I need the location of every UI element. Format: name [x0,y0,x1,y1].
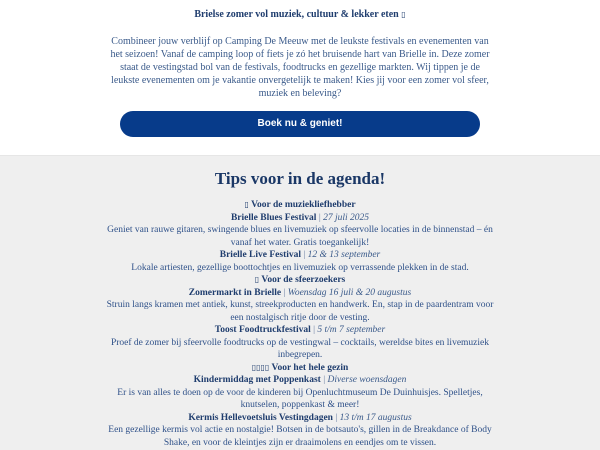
family-emoji-icon: ▯▯▯▯ [251,362,270,372]
event-separator: | [313,325,316,335]
group-title-family [0,362,600,375]
event-name: Toost Foodtruckfestival [214,325,311,335]
event-heading [0,324,600,337]
agenda-title: Tips voor in de agenda! [214,169,386,188]
event-date: Diverse woensdagen [327,375,407,385]
event-separator: | [323,375,326,385]
event-description: Struin langs kramen met antiek, kunst, streekproducten en handwerk. En, stap in de paardentram voor een nostalgisch ritje door de vesting. [106,300,494,323]
event-separator: | [335,412,338,423]
event-name: Brielle Live Festival [219,250,302,260]
event-date: 27 juli 2025 [323,212,370,223]
intro-section [0,0,600,155]
sparkle-emoji-icon: ▯ [254,275,260,284]
event-separator: | [303,250,306,260]
event-name: Brielle Blues Festival [230,212,317,223]
intro-title [0,9,600,21]
agenda-section [0,155,600,450]
event-heading [0,212,600,225]
event-heading [0,249,600,262]
event-name: Kermis Hellevoetsluis Vestingdagen [188,412,333,423]
intro-title-text: Brielse zomer vol muziek, cultuur & lekker eten [194,9,399,20]
music-emoji-icon: ▯ [244,200,249,209]
event-description: Geniet van rauwe gitaren, swingende blues en livemuziek op sfeervolle locaties in de binnenstad – én vanaf het water. Gratis toegankelijk! [107,225,493,248]
event-name: Kindermiddag met Poppenkast [193,375,321,385]
event-description: Lokale artiesten, gezellige boottochtjes en livemuziek op verrassende plekken in de stad. [131,262,469,273]
event-date: Woensdag 16 juli & 20 augustus [287,287,412,298]
event-description: Er is van alles te doen op de voor de kinderen bij Openluchtmuseum De Duinhuisjes. Spelletjes, knutselen, poppenkast & meer! [117,387,483,410]
event-separator: | [318,212,321,223]
event-heading [0,287,600,300]
group-title-text: Voor de sfeerzoekers [261,275,346,285]
event-separator: | [283,287,286,298]
event-description: Een gezellige kermis vol actie en nostalgie! Botsen in de botsauto's, gillen in de Breakdance of Body Shake, en voor de kleintjes zijn er draaimolens en eendjes om te vissen. [108,425,492,448]
event-description: Proef de zomer bij sfeervolle foodtrucks op de vestingwal – cocktails, wereldse bites en livemuziek inbegrepen. [110,337,490,360]
intro-paragraph: Combineer jouw verblijf op Camping De Meeuw met de leukste festivals en evenementen van het seizoen! Vanaf de camping loop of fiets je zó het bruisende hart van Brielle in. Deze zomer staat de vestingstad bol van de festivals, foodtrucks en gezellige markten. Wij tippen je de leukste evenementen om je vakantie onvergetelijk te maken! Kies jij voor een zomer vol sfeer, muziek en beleving? [110,36,490,99]
group-title-text: Voor het hele gezin [271,362,349,373]
event-date: 5 t/m 7 september [317,325,386,335]
group-title-music [0,199,600,212]
event-heading [0,374,600,387]
group-title-text: Voor de muziekliefhebber [251,200,356,210]
event-date: 12 & 13 september [307,250,381,260]
event-name: Zomermarkt in Brielle [188,287,282,298]
event-date: 13 t/m 17 augustus [339,412,412,423]
book-now-button[interactable]: Boek nu & geniet! [120,111,480,137]
sun-emoji-icon: ▯ [401,10,406,19]
event-heading [0,412,600,425]
group-title-atmosphere [0,274,600,287]
